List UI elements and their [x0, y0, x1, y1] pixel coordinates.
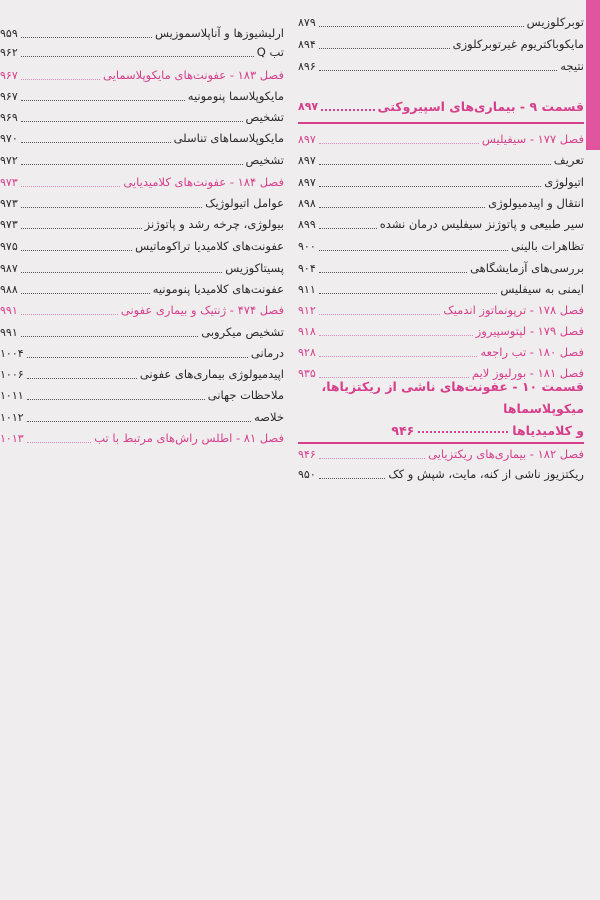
toc-entry[interactable]: [0, 42, 284, 62]
toc-entry-label: فصل ۱۸۰ - تب راجعه: [480, 345, 584, 359]
toc-entry-page: ۹۰۰: [298, 239, 316, 253]
toc-entry-page: ۹۷۳: [0, 217, 18, 231]
toc-entry-label: اتیولوژی: [544, 175, 584, 189]
toc-entry-page: ۸۹۷: [298, 175, 316, 189]
toc-entry[interactable]: [298, 12, 584, 32]
leader-dots: [27, 421, 251, 422]
toc-entry[interactable]: [298, 150, 584, 170]
leader-dots: [21, 250, 132, 251]
toc-entry-page: ۹۹۱: [0, 325, 18, 339]
section-9-heading[interactable]: [298, 96, 584, 116]
toc-entry[interactable]: [0, 150, 284, 170]
leader-dots: [27, 378, 137, 379]
toc-entry[interactable]: [298, 193, 584, 213]
leader-dots: [21, 142, 171, 143]
leader-dots: [21, 336, 199, 337]
toc-entry-label: تعریف: [553, 153, 584, 167]
leader-dots: [319, 272, 467, 273]
leader-dots: [319, 207, 485, 208]
leader-dots: [319, 250, 508, 251]
toc-entry-page: ۹۷۳: [0, 196, 18, 210]
leader-dots: [319, 26, 524, 27]
toc-entry-page: ۹۷۰: [0, 131, 18, 145]
toc-entry-label: پسیتاکوزیس: [225, 261, 284, 275]
leader-dots: [319, 478, 386, 479]
toc-entry[interactable]: [0, 343, 284, 363]
leader-dots: [21, 37, 152, 38]
toc-entry-label: عفونت‌های کلامیدیا پنومونیه: [152, 282, 284, 296]
toc-entry-page: ۹۸۸: [0, 282, 18, 296]
leader-dots: [21, 121, 243, 122]
section-divider: [298, 122, 584, 124]
toc-entry-page: ۱۰۱۱: [0, 388, 24, 402]
section-title: قسمت ۹ - بیماری‌های اسپیروکتی: [377, 98, 584, 114]
leader-dots: [21, 228, 142, 229]
toc-entry-label: ارلیشیوزها و آناپلاسموزیس: [155, 26, 284, 40]
toc-entry-page: ۸۹۷: [298, 153, 316, 167]
toc-entry-label: ملاحظات جهانی: [207, 388, 284, 402]
toc-entry[interactable]: [0, 258, 284, 278]
toc-entry-page: ۹۱۸: [298, 324, 316, 338]
toc-entry-label: سیر طبیعی و پاتوژنز سیفلیس درمان نشده: [379, 217, 584, 231]
leader-dots: [21, 100, 185, 101]
toc-entry-label: عفونت‌های کلامیدیا تراکوماتیس: [135, 239, 284, 253]
toc-entry-label: مایکوباکتریوم غیرتوبرکلوزی: [452, 37, 584, 51]
leader-dots: [27, 399, 205, 400]
toc-entry-label: فصل ۱۷۷ - سیفیلیس: [481, 132, 584, 146]
toc-chapter-entry[interactable]: [0, 428, 284, 448]
leader-dots: [319, 143, 479, 144]
toc-entry-page: ۹۷۲: [0, 153, 18, 167]
toc-chapter-entry[interactable]: [298, 129, 584, 149]
toc-entry-label: فصل ۱۸۲ - بیماری‌های ریکتزیایی: [428, 447, 584, 461]
leader-dots: [319, 228, 377, 229]
toc-entry-label: مایکوپلاسماهای تناسلی: [173, 131, 284, 145]
toc-entry[interactable]: [298, 214, 584, 234]
leader-dots: [319, 458, 425, 459]
toc-entry-label: ریکتزیوز ناشی از کنه، مایت، شپش و کک: [388, 467, 584, 481]
toc-entry-label: توبرکلوزیس: [526, 15, 584, 29]
toc-entry-page: ۹۶۷: [0, 68, 18, 82]
leader-dots: [319, 164, 551, 165]
toc-entry-label: درمانی: [250, 346, 284, 360]
section-10-heading[interactable]: [298, 376, 584, 442]
toc-entry-label: تشخیص: [245, 110, 284, 124]
toc-entry-page: ۹۳۵: [298, 366, 316, 380]
section-title-line1: قسمت ۱۰ - عفونت‌های ناشی از ریکتزیاها، میکوپلاسماها: [321, 379, 584, 416]
toc-entry-page: ۹۷۳: [0, 175, 18, 189]
section-page: ۸۹۷: [298, 99, 319, 113]
toc-entry[interactable]: [298, 464, 584, 484]
toc-entry-label: عوامل اتیولوژیک: [205, 196, 284, 210]
toc-entry-label: تب Q: [256, 45, 284, 59]
toc-entry-page: ۱۰۱۲: [0, 410, 24, 424]
toc-entry-page: ۱۰۱۳: [0, 431, 24, 445]
toc-entry[interactable]: [0, 23, 284, 43]
section-title-line2-wrap: [298, 420, 584, 442]
toc-entry[interactable]: [0, 236, 284, 256]
toc-entry-page: ۹۷۵: [0, 239, 18, 253]
toc-entry[interactable]: [298, 172, 584, 192]
toc-entry-label: خلاصه: [254, 410, 284, 424]
toc-entry-page: ۱۰۰۴: [0, 346, 24, 360]
toc-entry-page: ۹۵۰: [298, 467, 316, 481]
leader-dots: [321, 109, 374, 111]
leader-dots: [21, 314, 118, 315]
toc-entry-label: تظاهرات بالینی: [511, 239, 584, 253]
leader-dots: [319, 186, 541, 187]
toc-entry-label: فصل ۸۱ - اطلس راش‌های مرتبط با تب: [94, 431, 284, 445]
toc-entry-label: بررسی‌های آزمایشگاهی: [470, 261, 584, 275]
toc-entry[interactable]: [298, 236, 584, 256]
toc-entry-page: ۹۵۹: [0, 26, 18, 40]
toc-entry-page: ۹۲۸: [298, 345, 316, 359]
toc-entry-page: ۹۶۹: [0, 110, 18, 124]
toc-entry[interactable]: [298, 34, 584, 54]
toc-entry[interactable]: [0, 385, 284, 405]
toc-entry-label: فصل ۱۸۱ - بورلیوز لایم: [471, 366, 584, 380]
leader-dots: [21, 164, 243, 165]
toc-entry-page: ۸۹۴: [298, 37, 316, 51]
toc-chapter-entry[interactable]: [0, 172, 284, 192]
toc-entry-page: ۸۹۸: [298, 196, 316, 210]
toc-entry-page: ۸۹۹: [298, 217, 316, 231]
toc-chapter-entry[interactable]: [298, 342, 584, 362]
leader-dots: [319, 314, 441, 315]
toc-entry-page: ۹۹۱: [0, 303, 18, 317]
leader-dots: [319, 356, 478, 357]
toc-entry[interactable]: [0, 214, 284, 234]
toc-entry[interactable]: [0, 86, 284, 106]
toc-entry-page: ۹۴۶: [298, 447, 316, 461]
leader-dots: [319, 335, 473, 336]
toc-entry-label: تشخیص: [245, 153, 284, 167]
leader-dots: [418, 431, 508, 433]
toc-entry[interactable]: [0, 364, 284, 384]
toc-entry-page: ۹۰۴: [298, 261, 316, 275]
section-title-line2: و کلامیدیاها: [512, 423, 584, 438]
toc-entry-page: ۹۶۲: [0, 45, 18, 59]
leader-dots: [27, 442, 92, 443]
leader-dots: [319, 48, 450, 49]
toc-chapter-entry[interactable]: [0, 300, 284, 320]
toc-entry[interactable]: [0, 279, 284, 299]
toc-entry[interactable]: [0, 193, 284, 213]
section-page: ۹۴۶: [391, 423, 415, 438]
toc-entry-page: ۱۰۰۶: [0, 367, 24, 381]
toc-entry[interactable]: [0, 128, 284, 148]
toc-entry[interactable]: [0, 407, 284, 427]
leader-dots: [319, 70, 558, 71]
toc-entry[interactable]: [298, 258, 584, 278]
toc-entry[interactable]: [0, 322, 284, 342]
leader-dots: [21, 272, 223, 273]
toc-entry-page: ۸۹۷: [298, 132, 316, 146]
leader-dots: [27, 357, 248, 358]
leader-dots: [319, 293, 498, 294]
toc-entry-label: بیولوژی، چرخه رشد و پاتوژنز: [144, 217, 284, 231]
toc-entry-label: اپیدمیولوژی بیماری‌های عفونی: [139, 367, 284, 381]
leader-dots: [21, 186, 121, 187]
leader-dots: [21, 207, 202, 208]
toc-entry-page: ۹۱۱: [298, 282, 316, 296]
toc-entry[interactable]: [298, 279, 584, 299]
toc-entry-page: ۹۱۲: [298, 303, 316, 317]
leader-dots: [21, 293, 150, 294]
toc-entry-page: ۹۶۷: [0, 89, 18, 103]
toc-entry-page: ۹۸۷: [0, 261, 18, 275]
toc-entry-page: ۸۹۶: [298, 59, 316, 73]
toc-entry-label: فصل ۱۸۳ - عفونت‌های مایکوپلاسمایی: [103, 68, 284, 82]
edge-tab-marker: [586, 0, 600, 150]
toc-entry-label: انتقال و اپیدمیولوژی: [488, 196, 584, 210]
toc-entry-label: فصل ۱۷۸ - ترپونماتوز اندمیک: [443, 303, 584, 317]
toc-entry-label: فصل ۴۷۴ - ژنتیک و بیماری عفونی: [120, 303, 284, 317]
toc-entry-label: فصل ۱۸۴ - عفونت‌های کلامیدیایی: [123, 175, 284, 189]
toc-entry-label: تشخیص میکروبی: [201, 325, 284, 339]
leader-dots: [21, 56, 254, 57]
toc-entry[interactable]: [0, 107, 284, 127]
toc-entry-page: ۸۷۹: [298, 15, 316, 29]
toc-chapter-entry[interactable]: [0, 65, 284, 85]
toc-chapter-entry[interactable]: [298, 444, 584, 464]
toc-chapter-entry[interactable]: [298, 300, 584, 320]
toc-entry-label: نتیجه: [560, 59, 584, 73]
toc-entry-label: مایکوپلاسما پنومونیه: [187, 89, 284, 103]
leader-dots: [21, 79, 100, 80]
toc-entry-label: ایمنی به سیفلیس: [500, 282, 584, 296]
toc-entry-label: فصل ۱۷۹ - لپتوسپیروز: [475, 324, 584, 338]
toc-entry[interactable]: [298, 56, 584, 76]
toc-chapter-entry[interactable]: [298, 321, 584, 341]
